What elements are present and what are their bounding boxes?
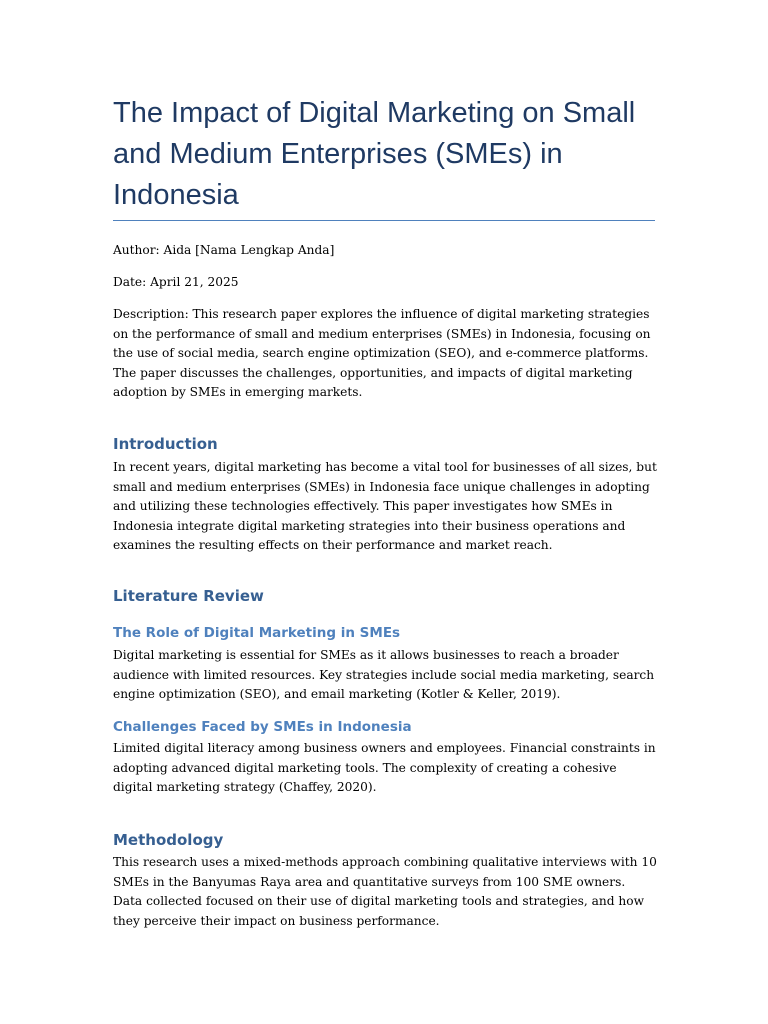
title-divider	[113, 220, 655, 221]
description-paragraph: Description: This research paper explores the influence of digital marketing strategies on the performance of small and medium enterprises (SMEs) in Indonesia, focusing on the use of social media, search engine optimization (SEO), and e-commerce platforms. The paper discusses the challenges, opportunities, and impacts of digital marketing adoption by SMEs in emerging markets.	[113, 307, 651, 399]
introduction-heading: Introduction	[113, 435, 218, 453]
challenges-heading: Challenges Faced by SMEs in Indonesia	[113, 719, 412, 735]
methodology-heading: Methodology	[113, 831, 224, 849]
role-of-digital-marketing-paragraph: Digital marketing is essential for SMEs as it allows businesses to reach a broader audience with limited resources. Key strategies include social media marketing, search engine optimization (SEO), and email marketing (Kotler & Keller, 2019).	[113, 648, 655, 701]
document-title: The Impact of Digital Marketing on Small and Medium Enterprises (SMEs) in Indonesia	[113, 97, 636, 211]
challenges-paragraph: Limited digital literacy among business owners and employees. Financial constraints in adopting advanced digital marketing tools. The complexity of creating a cohesive digital marketing strategy (Chaffey, 2020).	[113, 741, 656, 794]
introduction-paragraph: In recent years, digital marketing has become a vital tool for businesses of all sizes, but small and medium enterprises (SMEs) in Indonesia face unique challenges in adopting and utilizing these technologies effectively. This paper investigates how SMEs in Indonesia integrate digital marketing strategies into their business operations and examines the resulting effects on their performance and market reach.	[113, 460, 657, 552]
date-line: Date: April 21, 2025	[113, 275, 239, 289]
literature-review-heading: Literature Review	[113, 587, 264, 605]
author-line: Author: Aida [Nama Lengkap Anda]	[113, 243, 335, 257]
methodology-paragraph: This research uses a mixed-methods approach combining qualitative interviews with 10 SMEs in the Banyumas Raya area and quantitative surveys from 100 SME owners. Data collected focused on their use of digital marketing tools and strategies, and how they perceive their impact on business performance.	[113, 855, 657, 928]
role-of-digital-marketing-heading: The Role of Digital Marketing in SMEs	[113, 625, 401, 641]
